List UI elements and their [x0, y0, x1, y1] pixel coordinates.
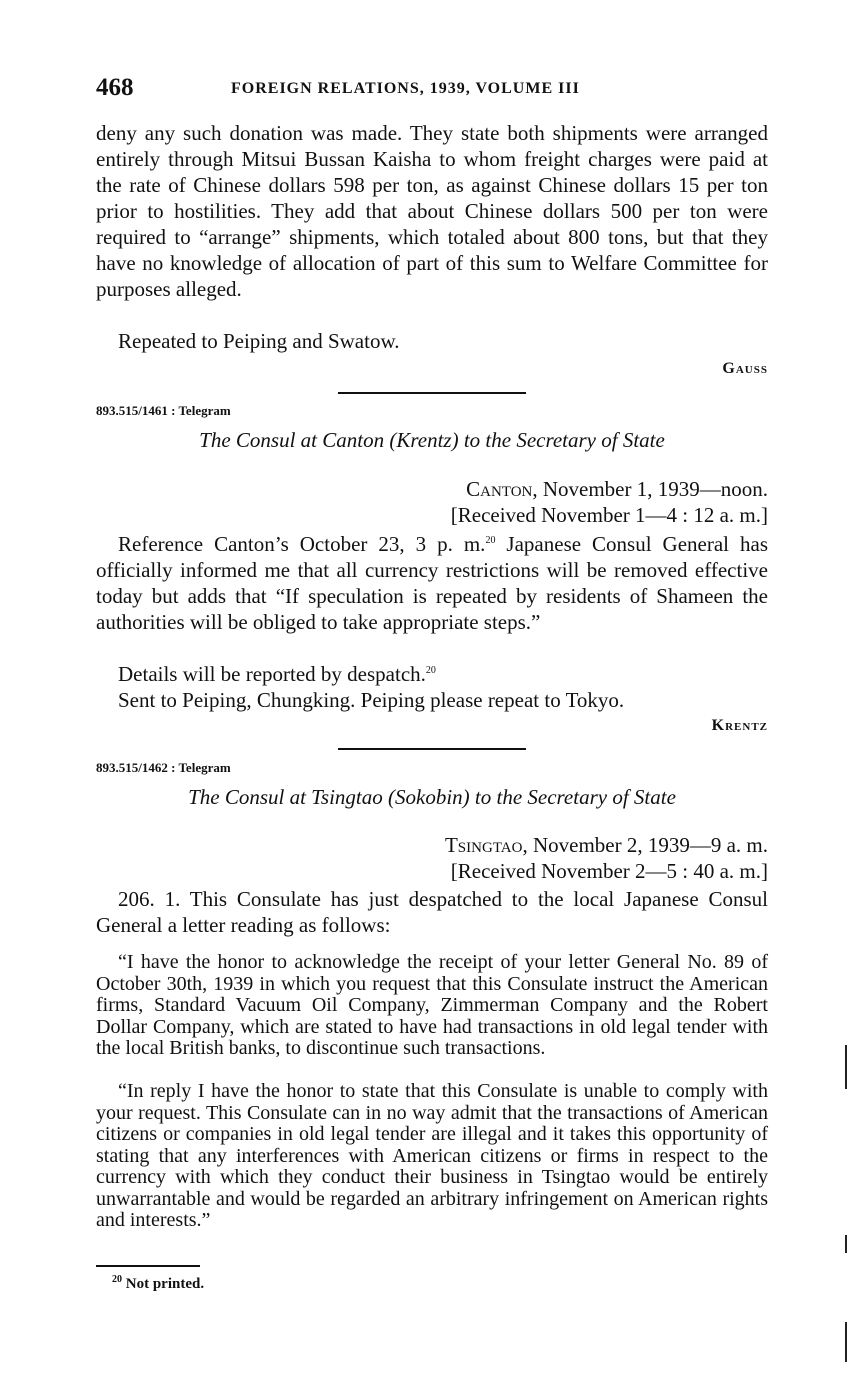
page-number: 468: [96, 74, 134, 101]
dateline-date: , November 1, 1939—noon.: [532, 477, 768, 501]
scan-mark: [845, 1045, 847, 1089]
footnote-marker: 20: [112, 1274, 122, 1285]
dateline-place: Tsingtao: [444, 833, 523, 857]
telegram-paragraph: 206. 1. This Consulate has just despatched to the local Japanese Consul General a letter reading as follows:: [96, 887, 768, 937]
paragraph-text: Japanese Consul General has officially informed me that all currency restrictions will be removed effective today but adds that “If speculation is repeated by residents of Shameen the authorities will be obliged to take appropriate steps.”: [96, 532, 768, 634]
footnote-text: Not printed.: [122, 1276, 205, 1292]
paragraph-text: Details will be reported by despatch.: [118, 662, 426, 686]
telegram-paragraph: [96, 531, 768, 635]
repeated-line: Repeated to Peiping and Swatow.: [118, 329, 400, 353]
dateline: [466, 476, 768, 502]
footnote: [112, 1276, 204, 1293]
dateline-place: Canton: [466, 477, 533, 501]
section-divider: [338, 392, 526, 394]
signature-gauss: Gauss: [722, 360, 768, 377]
telegram-paragraph: Sent to Peiping, Chungking. Peiping please repeat to Tokyo.: [118, 688, 625, 712]
paragraph-text: Reference Canton’s October 23, 3 p. m.: [118, 532, 486, 556]
footnote-reference: 20: [425, 665, 436, 676]
file-reference: 893.515/1461 : Telegram: [96, 403, 231, 418]
dateline-date: , November 2, 1939—9 a. m.: [522, 833, 768, 857]
telegram-paragraph: [96, 661, 768, 687]
file-reference: 893.515/1462 : Telegram: [96, 760, 231, 775]
signature-krentz: Krentz: [711, 717, 768, 734]
scan-mark: [845, 1322, 847, 1362]
running-title: FOREIGN RELATIONS, 1939, VOLUME III: [231, 80, 580, 97]
quoted-letter: “I have the honor to acknowledge the receipt of your letter General No. 89 of October 30th, 1939 in which you request that this Consulate instruct the American firms, Standard Vacuum Oil Company, Zimmerman Company and the Robert Dollar Company, which are stated to have had transactions in old legal tender with the local British banks, to discontinue such transactions.: [96, 951, 768, 1059]
continued-paragraph: deny any such donation was made. They state both shipments were arranged entirely through Mitsui Bussan Kaisha to whom freight charges were paid at the rate of Chinese dollars 598 per ton, as against Chinese dollars 15 per ton prior to hostilities. They add that about Chinese dollars 500 per ton were required to “arrange” shipments, which totaled about 800 tons, but that they have no knowledge of allocation of part of this sum to Welfare Committee for purposes alleged.: [96, 121, 768, 301]
scan-mark: [845, 1235, 847, 1253]
page-header: [96, 72, 768, 106]
quoted-letter: “In reply I have the honor to state that this Consulate is unable to comply with your request. This Consulate can in no way admit that the transactions of American citizens or companies in old legal tender are illegal and it takes this opportunity of stating that any interferences with American citizens or firms in respect to the currency with which they conduct their business in Tsingtao would be entirely unwarrantable and would be regarded an arbitrary infringement on American rights and interests.”: [96, 1080, 768, 1231]
document-title: The Consul at Canton (Krentz) to the Secretary of State: [199, 428, 665, 452]
dateline: [445, 832, 768, 858]
section-divider: [338, 748, 526, 750]
received-line: [Received November 1—4 : 12 a. m.]: [450, 503, 768, 527]
footnote-divider: [96, 1265, 200, 1267]
footnote-reference: 20: [485, 535, 496, 546]
document-title: The Consul at Tsingtao (Sokobin) to the Secretary of State: [188, 785, 676, 809]
received-line: [Received November 2—5 : 40 a. m.]: [450, 859, 768, 883]
